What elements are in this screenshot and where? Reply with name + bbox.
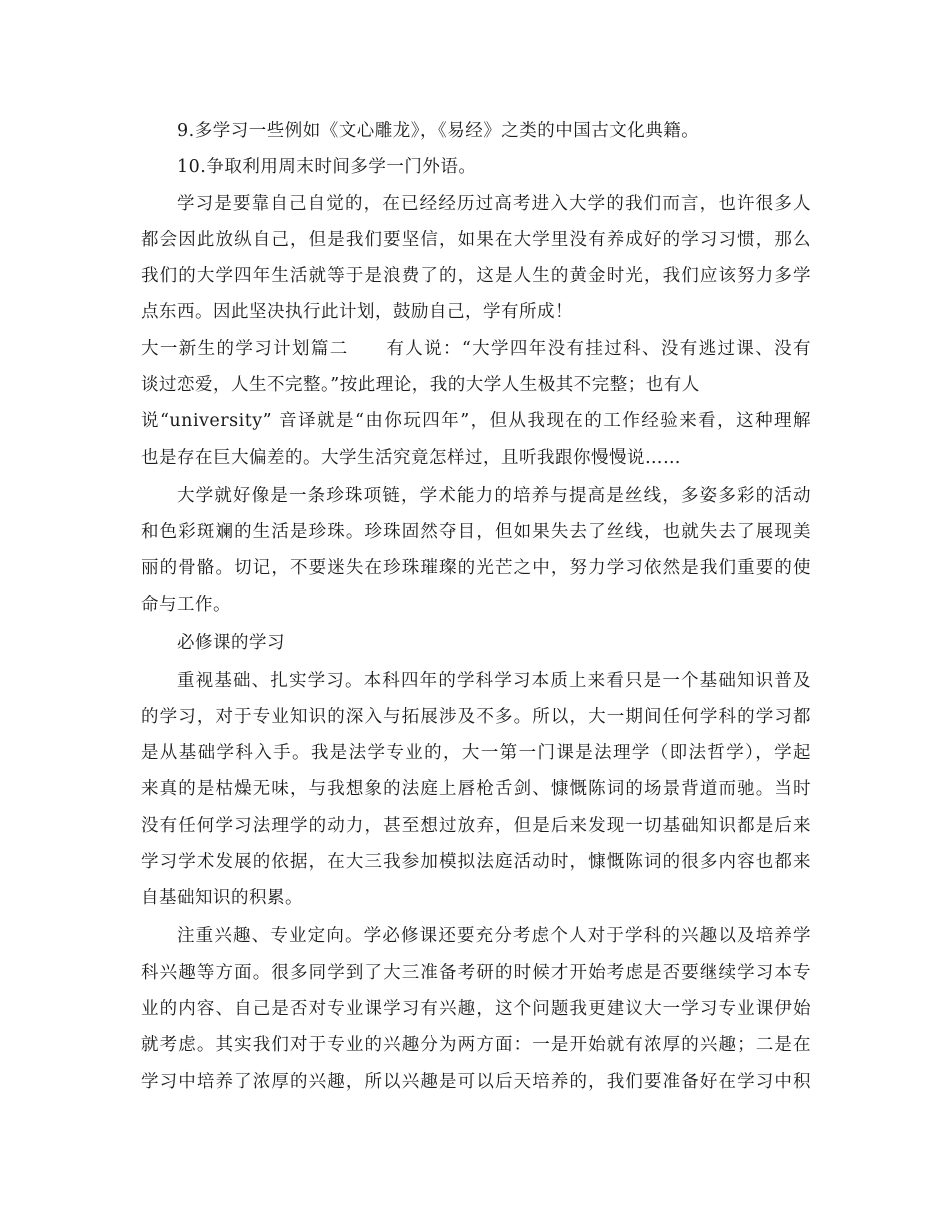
paragraph-line: 谈过恋爱，人生不完整。”按此理论，我的大学人生极其不完整；也有人 [141, 375, 700, 395]
paragraph-line: 学习中培养了浓厚的兴趣，所以兴趣是可以后天培养的，我们要准备好在学习中积 [141, 1072, 811, 1092]
paragraph-line: 重视基础、扎实学习。本科四年的学科学习本质上来看只是一个基础知识普及 [177, 671, 811, 691]
paragraph-line: 是从基础学科入手。我是法学专业的，大一第一门课是法理学（即法哲学），学起 [141, 743, 811, 763]
subheading: 必修课的学习 [177, 633, 285, 653]
paragraph-line: 的学习，对于专业知识的深入与拓展涉及不多。所以，大一期间任何学科的学习都 [141, 707, 811, 727]
list-item-9: 9.多学习一些例如《文心雕龙》，《易经》之类的中国古文化典籍。 [177, 121, 700, 141]
paragraph-line: 没有任何学习法理学的动力，甚至想过放弃，但是后来发现一切基础知识都是后来 [141, 816, 811, 836]
paragraph-line: 和色彩斑斓的生活是珍珠。珍珠固然夺目，但如果失去了丝线，也就失去了展现美 [141, 522, 811, 542]
paragraph-line: 注重兴趣、专业定向。学必修课还要充分考虑个人对于学科的兴趣以及培养学 [177, 926, 811, 946]
paragraph-line: 学习学术发展的依据，在大三我参加模拟法庭活动时，慷慨陈词的很多内容也都来 [141, 852, 811, 872]
paragraph-line: 学习是要靠自己自觉的，在已经经历过高考进入大学的我们而言，也许很多人 [177, 194, 811, 214]
paragraph-line: 丽的骨骼。切记，不要迷失在珍珠璀璨的光芒之中，努力学习依然是我们重要的使 [141, 558, 811, 578]
paragraph-line: 自基础知识的积累。 [141, 888, 303, 908]
paragraph-line: 科兴趣等方面。很多同学到了大三准备考研的时候才开始考虑是否要继续学习本专 [141, 963, 811, 983]
paragraph-line: 大学就好像是一条珍珠项链，学术能力的培养与提高是丝线，多姿多彩的活动 [177, 486, 811, 506]
paragraph-line: 说“university” 音译就是“由你玩四年”，但从我现在的工作经验来看，这种理解 [141, 411, 811, 431]
paragraph-line: 点东西。因此坚决执行此计划，鼓励自己，学有所成！ [141, 302, 573, 322]
paragraph-line: 我们的大学四年生活就等于是浪费了的，这是人生的黄金时光，我们应该努力多学 [141, 266, 811, 286]
paragraph-line: 来真的是枯燥无味，与我想象的法庭上唇枪舌剑、慷慨陈词的场景背道而驰。当时 [141, 779, 811, 799]
list-item-10: 10.争取利用周末时间多学一门外语。 [177, 157, 477, 177]
paragraph-line: 都会因此放纵自己，但是我们要坚信，如果在大学里没有养成好的学习习惯，那么 [141, 230, 811, 250]
paragraph-line: 就考虑。其实我们对于专业的兴趣分为两方面：一是开始就有浓厚的兴趣；二是在 [141, 1035, 811, 1055]
paragraph-line: 也是存在巨大偏差的。大学生活究竟怎样过，且听我跟你慢慢说…… [141, 448, 681, 468]
paragraph-line: 命与工作。 [141, 595, 231, 615]
paragraph-line: 业的内容、自己是否对专业课学习有兴趣，这个问题我更建议大一学习专业课伊始 [141, 999, 811, 1019]
section-heading-line: 大一新生的学习计划篇二 有人说：“大学四年没有挂过科、没有逃过课、没有 [141, 339, 811, 359]
